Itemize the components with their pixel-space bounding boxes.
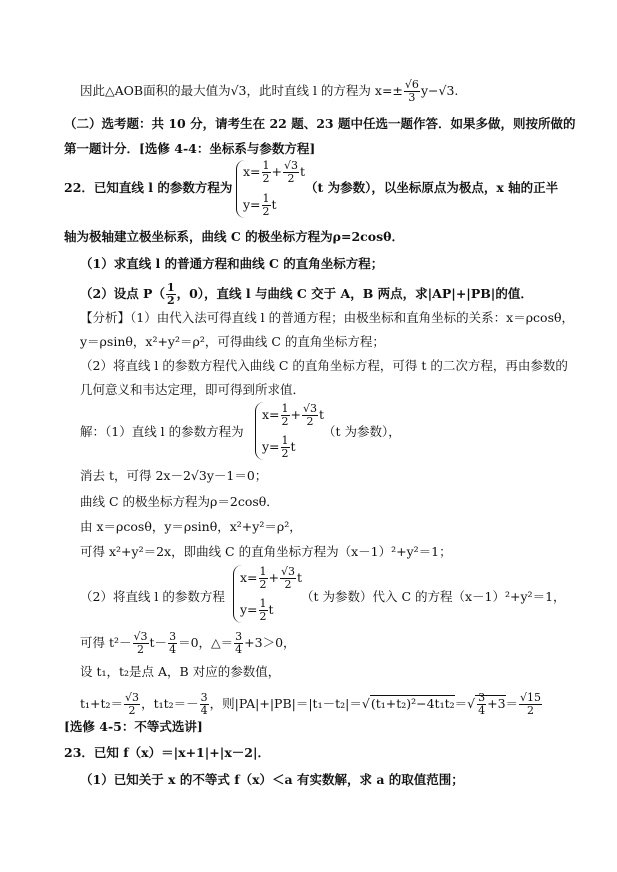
solution-4: 由 x＝ρcosθ，y＝ρsinθ，x²+y²＝ρ²， xyxy=(80,519,302,534)
solution-9: t₁+t₂＝ $\frac{√3}{2}$ ，t₁t₂＝－ $\frac{3}{4}$ ，则|PA|+|PB|＝|t₁－t₂|＝√(t₁+t₂)²−4t₁t₂＝√ $\frac{3}{4}$ +3＝ $\frac{√15}{2}$ xyxy=(80,691,542,717)
section-heading: （二）选考题：共 10 分，请考生在 22 题、23 题中任选一题作答．如果多做，则按所做的 xyxy=(64,116,576,131)
problem-22-param: （t 为参数），以坐标原点为极点，x 轴的正半 xyxy=(305,180,559,195)
section-subheading: 第一题计分．[选修 4-4：坐标系与参数方程] xyxy=(64,141,316,156)
solution-8: 设 t₁，t₂是点 A，B 对应的参数值， xyxy=(80,664,281,679)
problem-23-head: 23．已知 f（x）＝|x+1|+|x－2|． xyxy=(64,745,271,760)
problem-22-label: 22．已知直线 l 的参数方程为 xyxy=(64,180,233,195)
solution-6: （2）将直线 l 的参数方程 xyxy=(80,589,225,604)
equation-y: y= $\frac{1}{2}$ t xyxy=(243,192,277,218)
solution-6-tail: （t 为参数）代入 C 的方程（x－1）²+y²＝1， xyxy=(301,589,566,604)
analysis-3: （2）将直线 l 的参数方程代入曲线 C 的直角坐标方程，可得 t 的二次方程，再由参数的 xyxy=(80,358,568,373)
analysis-1: 【分析】（1）由代入法可得直线 l 的普通方程；由极坐标和直角坐标的关系：x＝ρcosθ， xyxy=(80,310,575,325)
solution-5: 可得 x²+y²＝2x，即曲线 C 的直角坐标方程为（x－1）²+y²＝1； xyxy=(80,544,452,559)
problem-22-cont: 轴为极轴建立极坐标系，曲线 C 的极坐标方程为ρ=2cosθ． xyxy=(64,229,404,244)
solution-1: 解：（1）直线 l 的参数方程为 xyxy=(80,424,244,439)
section-4-5: [选修 4-5：不等式选讲] xyxy=(64,719,203,734)
solution-3: 曲线 C 的极坐标方程为ρ＝2cosθ． xyxy=(80,494,279,509)
solution-equation-y: y= $\frac{1}{2}$ t xyxy=(262,434,296,460)
analysis-2: y＝ρsinθ，x²+y²＝ρ²，可得曲线 C 的直角坐标方程； xyxy=(80,334,385,349)
solution-6-equation-y: y= $\frac{1}{2}$ t xyxy=(240,597,274,623)
problem-22-q2: （2）设点 P（ $\frac{1}{2}$ ，0），直线 l 与曲线 C 交于 A，B 两点，求|AP|+|PB|的值． xyxy=(80,281,533,307)
analysis-4: 几何意义和韦达定理，即可得到所求值． xyxy=(80,382,306,397)
solution-equation-x: x= $\frac{1}{2}$ + $\frac{√3}{2}$ t xyxy=(262,402,325,428)
solution-2: 消去 t，可得 2x－2√3y－1＝0； xyxy=(80,468,268,483)
problem-23-q1: （1）已知关于 x 的不等式 f（x）＜a 有实数解，求 a 的取值范围； xyxy=(80,772,464,787)
solution-6-equation-x: x= $\frac{1}{2}$ + $\frac{√3}{2}$ t xyxy=(240,565,303,591)
line-area-conclusion xyxy=(80,79,458,104)
equation-x: x= $\frac{1}{2}$ + $\frac{√3}{2}$ t xyxy=(243,159,306,185)
solution-7: 可得 t²－ $\frac{√3}{2}$ t－ $\frac{3}{4}$ ＝0，△＝ $\frac{3}{4}$ +3＞0， xyxy=(80,630,296,656)
solution-param: （t 为参数）， xyxy=(323,424,401,439)
problem-22-q1: （1）求直线 l 的普通方程和曲线 C 的直角坐标方程； xyxy=(80,256,384,271)
text: 因此△AOB面积的最大值为√3，此时直线 l 的方程为 x=± xyxy=(80,83,403,98)
fraction: $\frac{√6}{3}$ xyxy=(404,78,419,104)
text: y−√3. xyxy=(420,83,459,98)
